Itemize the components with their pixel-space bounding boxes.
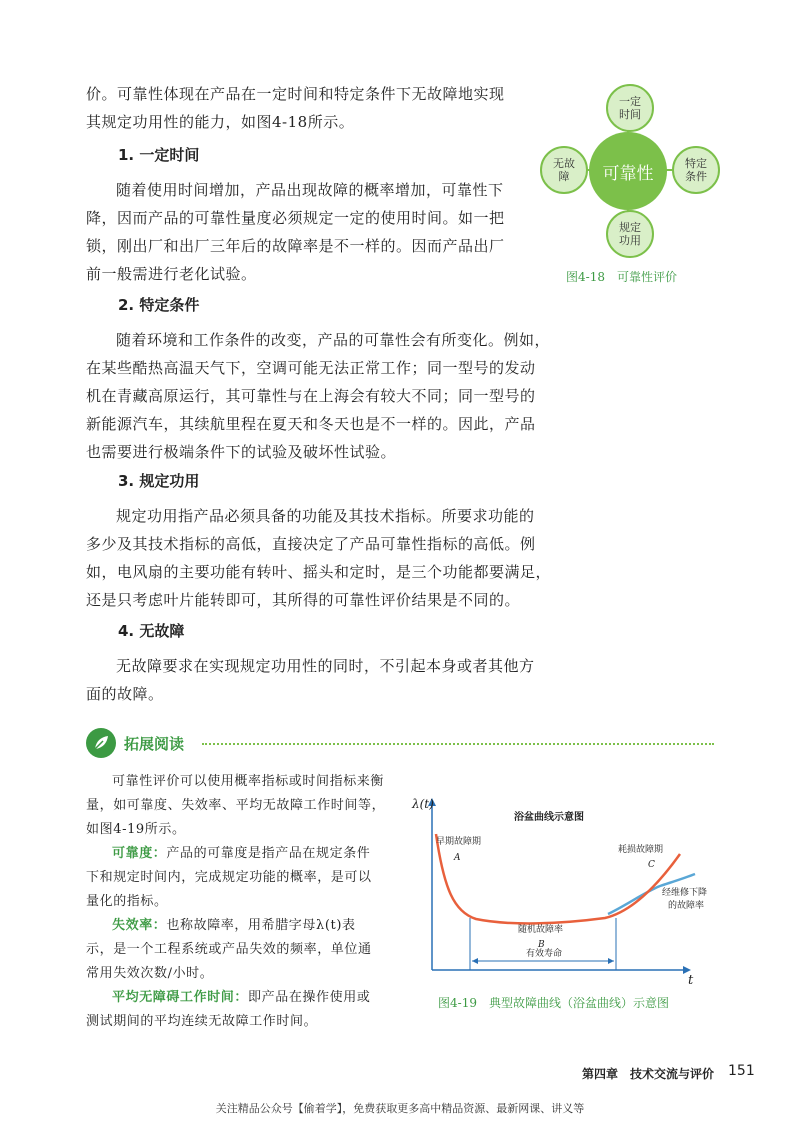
random-label: 随机故障率 xyxy=(518,925,564,935)
bathtub-chart xyxy=(410,794,720,1024)
section-heading-3: 3. 规定功用 xyxy=(118,472,200,490)
reading-divider xyxy=(202,743,714,745)
page-number: 151 xyxy=(728,1063,755,1079)
reading-line: 量化的指标。 xyxy=(86,894,168,909)
repair-label-1: 经维修下降 xyxy=(662,888,708,898)
paragraph-line: 降，因而产品的可靠性量度必须规定一定的使用时间。如一把 xyxy=(86,209,505,227)
paragraph-line: 也需要进行极端条件下的试验及破坏性试验。 xyxy=(86,443,397,461)
reading-line: 下和规定时间内，完成规定功能的概率，是可以 xyxy=(86,870,372,885)
reliability-diagram xyxy=(540,82,720,292)
intro-line: 其规定功用性的能力，如图4-18所示。 xyxy=(86,113,355,131)
wear-label: 耗损故障期 xyxy=(618,845,664,855)
chapter-label: 第四章 技术交流与评价 xyxy=(582,1067,715,1081)
paragraph-line: 前一般需进行老化试验。 xyxy=(86,265,257,283)
diagram-node-right: 特定 条件 xyxy=(672,146,720,194)
paragraph-line: 随着使用时间增加，产品出现故障的概率增加，可靠性下 xyxy=(116,181,504,199)
term-failure-rate: 失效率： xyxy=(112,918,167,933)
chart-caption: 图4-19 典型故障曲线（浴盆曲线）示意图 xyxy=(438,996,669,1010)
random-letter: B xyxy=(538,940,545,950)
reading-line: 即产品在操作使用或 xyxy=(248,990,371,1005)
footer-note: 关注精品公众号【偷着学】，免费获取更多高中精品资源、最新网课、讲义等 xyxy=(215,1102,585,1115)
diagram-center: 可靠性 xyxy=(589,132,667,210)
paragraph-line: 规定功用指产品必须具备的功能及其技术指标。所要求功能的 xyxy=(116,507,535,525)
paragraph-line: 随着环境和工作条件的改变，产品的可靠性会有所变化。例如， xyxy=(116,331,551,349)
leaf-icon xyxy=(86,728,116,758)
paragraph-line: 无故障要求在实现规定功用性的同时，不引起本身或者其他方 xyxy=(116,657,535,675)
early-label: 早期故障期 xyxy=(436,837,482,847)
repair-label-2: 的故障率 xyxy=(668,901,705,911)
life-arrow-left xyxy=(472,958,478,964)
paragraph-line: 还是只考虑叶片能转即可，其所得的可靠性评价结果是不同的。 xyxy=(86,591,521,609)
reading-line: 如图4-19所示。 xyxy=(86,822,186,837)
section-heading-2: 2. 特定条件 xyxy=(118,296,200,314)
reading-header xyxy=(86,728,716,762)
paragraph-line: 面的故障。 xyxy=(86,685,164,703)
paragraph-line: 锁，刚出厂和出厂三年后的故障率是不一样的。因而产品出厂 xyxy=(86,237,505,255)
paragraph-line: 多少及其技术指标的高低，直接决定了产品可靠性指标的高低。例 xyxy=(86,535,536,553)
paragraph-line: 新能源汽车，其续航里程在夏天和冬天也是不一样的。因此，产品 xyxy=(86,415,536,433)
term-mtbf: 平均无障碍工作时间： xyxy=(112,990,249,1005)
diagram-caption: 图4-18 可靠性评价 xyxy=(566,270,677,284)
chart-svg xyxy=(410,794,720,990)
reading-line: 产品的可靠度是指产品在规定条件 xyxy=(166,846,371,861)
life-label: 有效寿命 xyxy=(526,949,563,959)
diagram-node-bottom: 规定 功用 xyxy=(606,210,654,258)
x-axis-label: t xyxy=(688,973,694,988)
diagram-node-top: 一定 时间 xyxy=(606,84,654,132)
y-axis-label: λ(t) xyxy=(412,797,434,811)
chart-title: 浴盆曲线示意图 xyxy=(514,812,584,823)
intro-line: 价。可靠性体现在产品在一定时间和特定条件下无故障地实现 xyxy=(86,85,505,103)
paragraph-line: 在某些酷热高温天气下，空调可能无法正常工作；同一型号的发动 xyxy=(86,359,536,377)
reading-title: 拓展阅读 xyxy=(124,735,185,753)
section-heading-4: 4. 无故障 xyxy=(118,622,185,640)
life-arrow-right xyxy=(608,958,614,964)
reading-line: 常用失效次数/小时。 xyxy=(86,966,214,981)
section-heading-1: 1. 一定时间 xyxy=(118,146,200,164)
early-letter: A xyxy=(454,853,461,863)
paragraph-line: 机在青藏高原运行，其可靠性与在上海会有较大不同；同一型号的 xyxy=(86,387,536,405)
reading-line: 可靠性评价可以使用概率指标或时间指标来衡 xyxy=(112,774,385,789)
reading-line: 示，是一个工程系统或产品失效的频率，单位通 xyxy=(86,942,372,957)
diagram-node-left: 无故 障 xyxy=(540,146,588,194)
paragraph-line: 如，电风扇的主要功能有转叶、摇头和定时，是三个功能都要满足， xyxy=(86,563,552,581)
reading-line: 测试期间的平均连续无故障工作时间。 xyxy=(86,1014,318,1029)
reading-line: 也称故障率，用希腊字母λ(t)表 xyxy=(166,918,356,933)
reading-line: 量，如可靠度、失效率、平均无故障工作时间等， xyxy=(86,798,386,813)
wear-letter: C xyxy=(648,860,655,870)
term-reliability: 可靠度： xyxy=(112,846,167,861)
